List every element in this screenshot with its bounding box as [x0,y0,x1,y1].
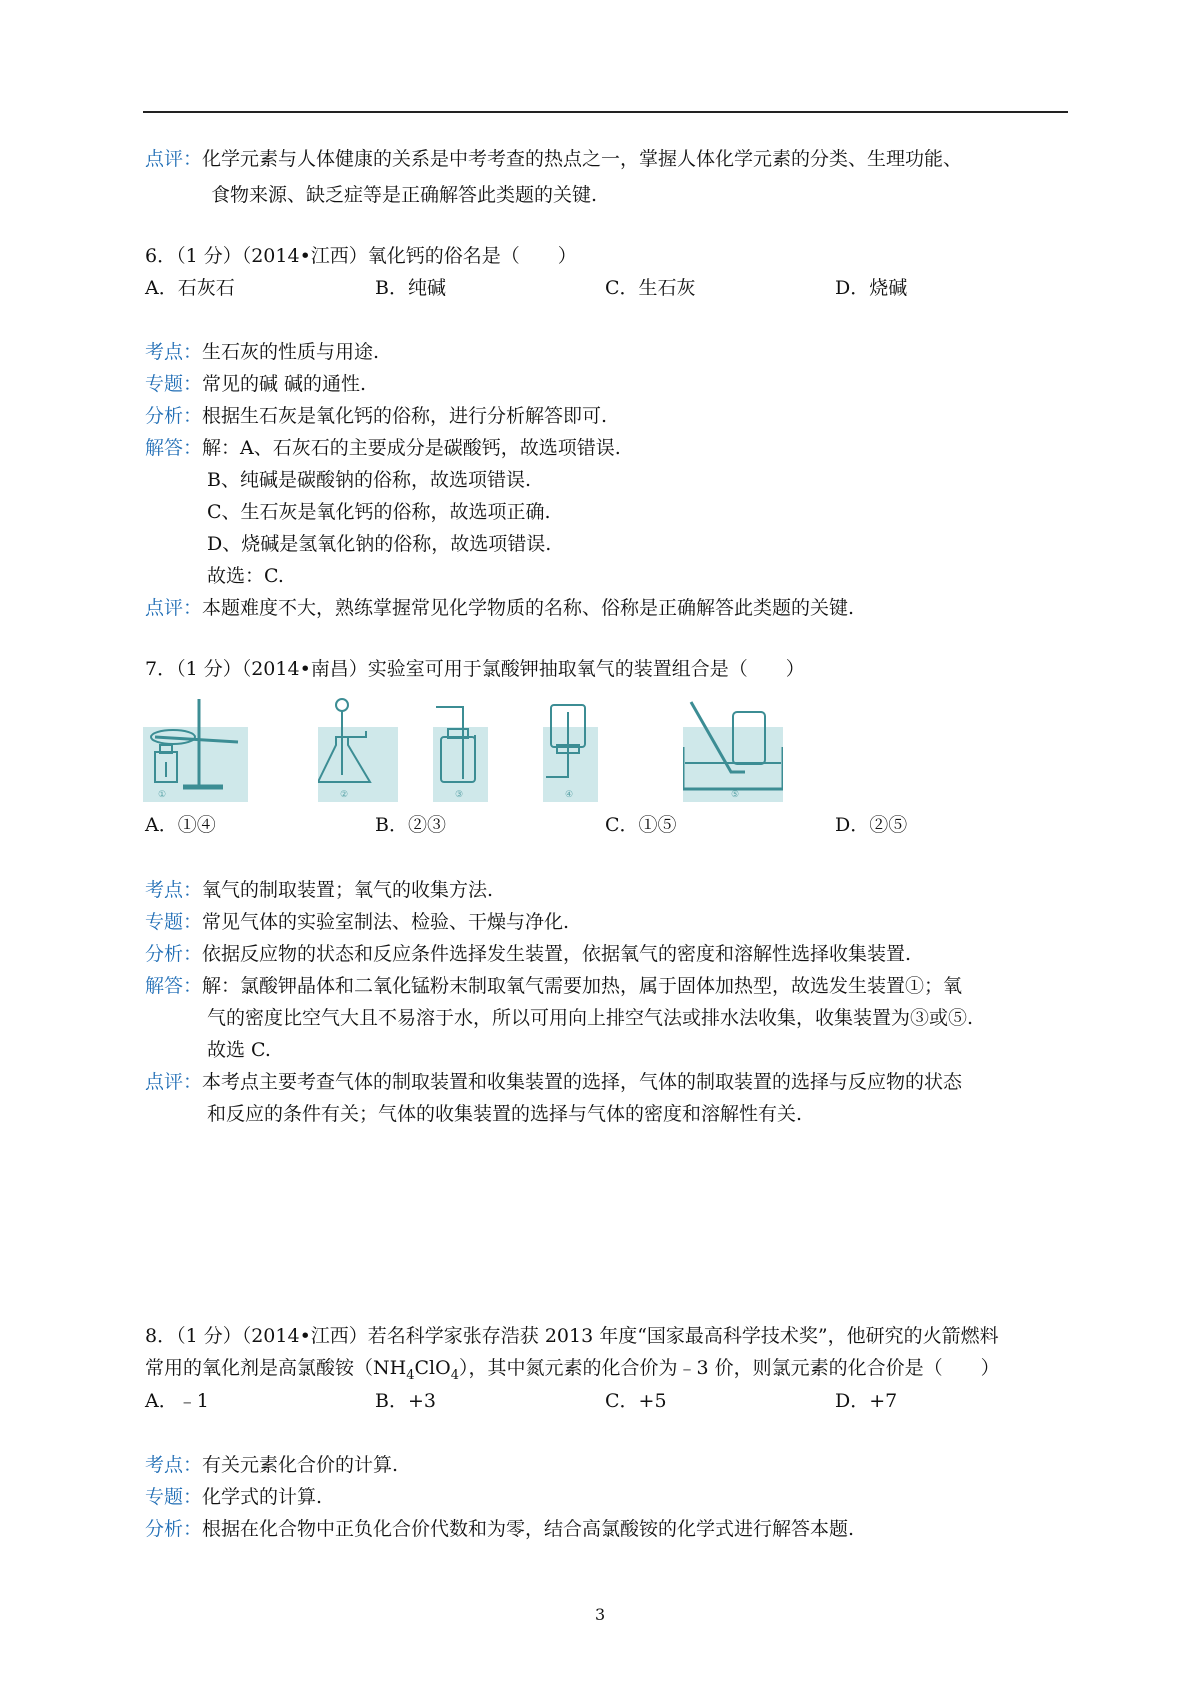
apparatus-2-figure [318,697,398,802]
apparatus-3-figure [433,697,488,802]
q8-option-a: A．﹣1 [145,1390,209,1412]
q8-fenxi-text: 根据在化合物中正负化合价代数和为零，结合高氯酸铵的化学式进行解答本题. [202,1518,855,1540]
dianping-label: 点评： [145,148,203,170]
q7-fenxi-text: 依据反应物的状态和反应条件选择发生装置，依据氧气的密度和溶解性选择收集装置. [202,943,912,965]
q8-option-b: B．+3 [375,1390,436,1412]
q6-jieda-line-3: C、生石灰是氧化钙的俗称，故选项正确. [207,501,551,523]
q6-dianping [145,599,854,618]
fenxi-label: 分析： [145,405,203,427]
q6-option-a: A．石灰石 [145,277,235,299]
q8-stem-part-b: ClO [414,1357,451,1379]
q6-jieda-line-2: B、纯碱是碳酸钠的俗称，故选项错误. [207,469,532,491]
jieda-label: 解答： [145,437,203,459]
q8-zhuanti [145,1488,322,1507]
q7-zhuanti-text: 常见气体的实验室制法、检验、干燥与净化. [202,911,570,933]
q7-zhuanti [145,913,569,932]
dianping-label: 点评： [145,597,203,619]
q6-option-d: D．烧碱 [835,277,908,299]
q6-kaodian-text: 生石灰的性质与用途. [202,341,380,363]
q7-jieda-line-2: 气的密度比空气大且不易溶于水，所以可用向上排空气法或排水法收集，收集装置为③或⑤. [207,1007,974,1029]
dianping-text-cont: 食物来源、缺乏症等是正确解答此类题的关键. [211,184,598,206]
q8-stem-part-c: ），其中氮元素的化合价为﹣3 价，则氯元素的化合价是（ ） [458,1357,1000,1379]
header-rule [143,111,1068,113]
q7-option-d: D．②⑤ [835,814,908,836]
zhuanti-label: 专题： [145,373,203,395]
apparatus-1-figure [143,697,248,802]
jieda-label: 解答： [145,975,203,997]
q6-fenxi-text: 根据生石灰是氧化钙的俗称，进行分析解答即可. [202,405,608,427]
q7-option-c: C．①⑤ [605,814,677,836]
q8-fenxi [145,1520,854,1539]
zhuanti-label: 专题： [145,1486,203,1508]
q7-dianping [145,1073,962,1092]
apparatus-4-figure [543,697,598,802]
page-number: 3 [595,1605,606,1624]
q6-stem: 6．（1 分）（2014•江西）氧化钙的俗名是（ ） [145,245,577,267]
kaodian-label: 考点： [145,879,203,901]
q7-jieda-line-3: 故选 C. [207,1039,271,1061]
q8-kaodian [145,1456,398,1475]
q8-zhuanti-text: 化学式的计算. [202,1486,323,1508]
q8-subscript-1: 4 [406,1367,415,1383]
dianping-label: 点评： [145,1071,203,1093]
dianping-row [145,150,962,169]
kaodian-label: 考点： [145,341,203,363]
q6-zhuanti [145,375,366,394]
fenxi-label: 分析： [145,943,203,965]
figure-3-number: ③ [455,790,464,800]
q7-stem: 7．（1 分）（2014•南昌）实验室可用于氯酸钾抽取氧气的装置组合是（ ） [145,658,805,680]
q7-kaodian-text: 氧气的制取装置；氧气的收集方法. [202,879,494,901]
figure-2-number: ② [340,790,349,800]
q6-jieda-line-1: 解：A、石灰石的主要成分是碳酸钙，故选项错误. [202,437,621,459]
q7-fenxi [145,945,911,964]
q7-jieda [145,977,962,996]
q7-dianping-line-1: 本考点主要考查气体的制取装置和收集装置的选择，气体的制取装置的选择与反应物的状态 [202,1071,963,1093]
q8-option-c: C．+5 [605,1390,667,1412]
q8-option-d: D．+7 [835,1390,898,1412]
q6-kaodian [145,343,379,362]
q8-stem-part-a: 常用的氧化剂是高氯酸铵（NH [145,1357,407,1379]
q8-subscript-2: 4 [450,1367,459,1383]
q7-kaodian [145,881,493,900]
zhuanti-label: 专题： [145,911,203,933]
q6-jieda-line-4: D、烧碱是氢氧化钠的俗称，故选项错误. [207,533,552,555]
apparatus-5-figure [683,697,783,802]
q6-dianping-text: 本题难度不大，熟练掌握常见化学物质的名称、俗称是正确解答此类题的关键. [202,597,855,619]
q6-zhuanti-text: 常见的碱 碱的通性. [202,373,367,395]
q6-fenxi [145,407,607,426]
dianping-text: 化学元素与人体健康的关系是中考考查的热点之一，掌握人体化学元素的分类、生理功能、 [202,148,963,170]
q6-option-c: C．生石灰 [605,277,696,299]
q7-jieda-line-1: 解：氯酸钾晶体和二氧化锰粉末制取氧气需要加热，属于固体加热型，故选发生装置①；氧 [202,975,963,997]
figure-5-number: ⑤ [731,790,740,800]
q8-stem-line-1: 8．（1 分）（2014•江西）若名科学家张存浩获 2013 年度“国家最高科学技术奖”，他研究的火箭燃料 [145,1325,999,1347]
q8-kaodian-text: 有关元素化合价的计算. [202,1454,399,1476]
q6-jieda-line-5: 故选：C. [207,565,284,587]
q7-option-b: B．②③ [375,814,446,836]
q6-option-b: B．纯碱 [375,277,446,299]
q7-dianping-line-2: 和反应的条件有关；气体的收集装置的选择与气体的密度和溶解性有关. [207,1103,803,1125]
figure-1-number: ① [158,790,167,800]
figure-4-number: ④ [565,790,574,800]
q7-option-a: A．①④ [145,814,216,836]
kaodian-label: 考点： [145,1454,203,1476]
q8-stem-line-2 [145,1359,1000,1382]
fenxi-label: 分析： [145,1518,203,1540]
q6-jieda [145,439,621,458]
